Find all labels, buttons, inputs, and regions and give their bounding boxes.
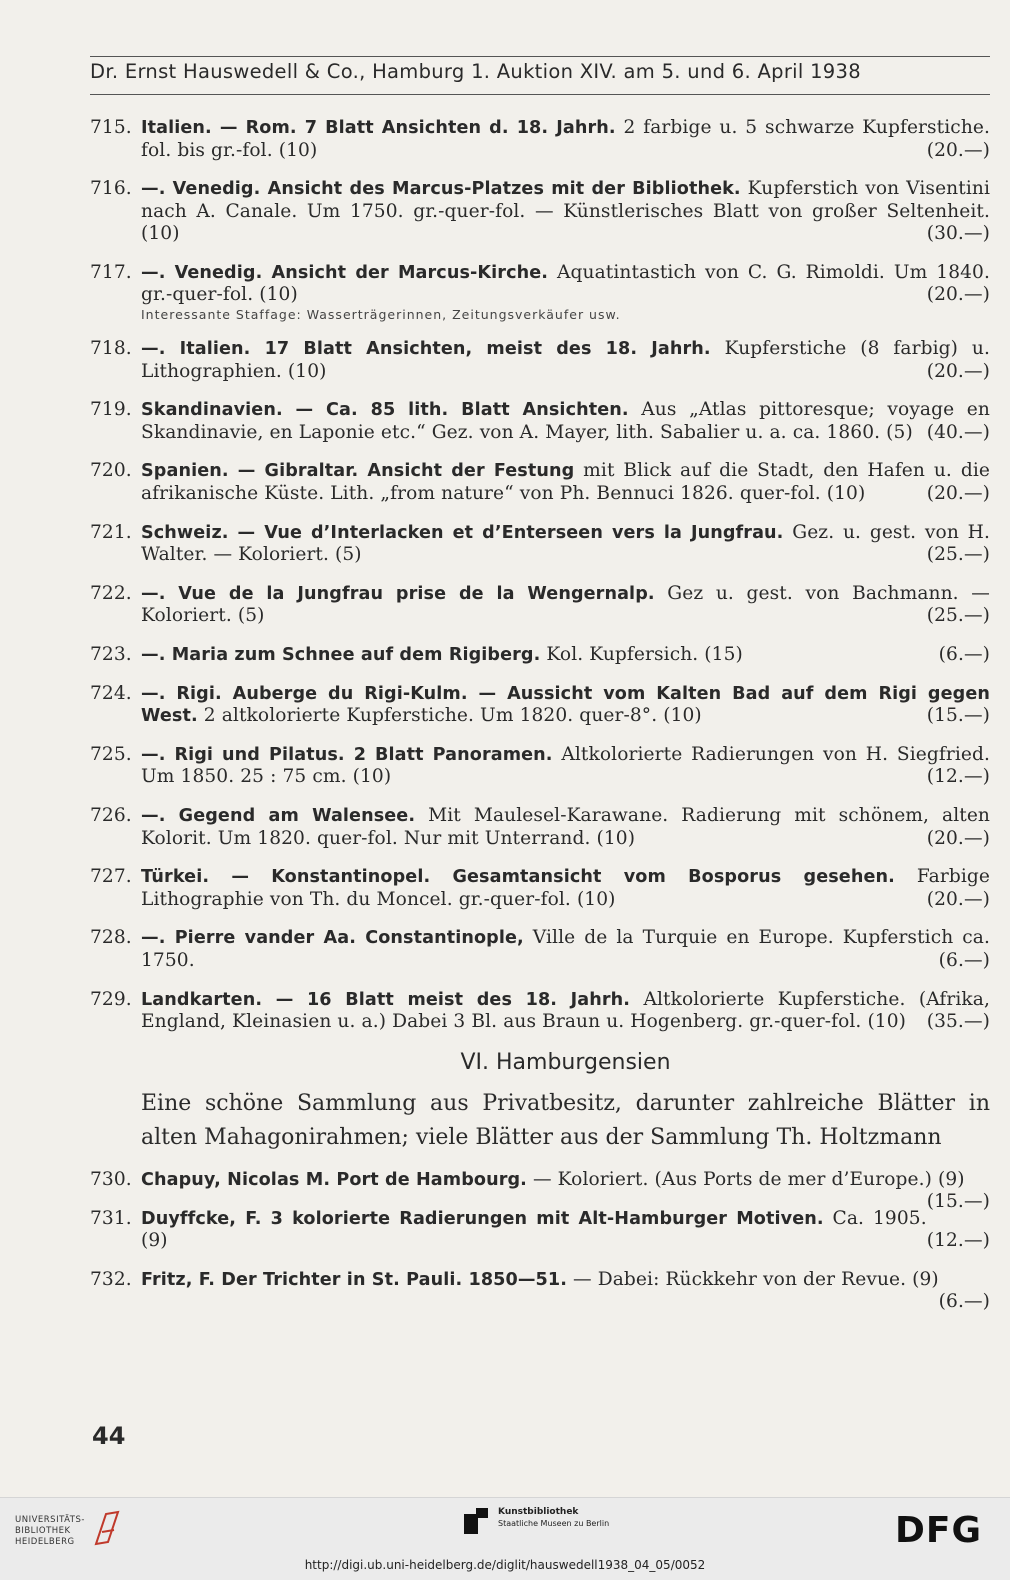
catalog-entry [90,262,990,322]
catalog-entry [90,178,990,246]
catalog-entry [90,1168,990,1213]
entry-description: Kupferstich von Visentini nach A. Canale. Um 1750. gr.-quer-fol. — Künstlerisches Blatt von großer Seltenheit. (10) [141,178,990,245]
entry-number: 727. [90,866,132,888]
entry-price: (20.—) [926,139,990,161]
entry-number: 715. [90,117,132,138]
entry-price: (15.—) [926,1191,990,1213]
catalog-entries [90,117,990,1314]
entry-number: 719. [90,399,132,421]
entry-heading: Duyffcke, F. 3 kolorierte Radierungen mit Alt-Hamburger Motiven. [141,1208,824,1229]
entry-price: (40.—) [926,421,990,443]
entry-heading: —. Italien. 17 Blatt Ansichten, meist des 18. Jahrh. [141,339,711,360]
entry-heading: Spanien. — Gibraltar. Ansicht der Festung [141,461,575,482]
entry-price: (6.—) [938,949,990,971]
kb-subtitle: Staatliche Museen zu Berlin [498,1519,610,1528]
entry-price: (6.—) [938,644,990,665]
entry-description: Kol. Kupfersich. (15) [540,644,743,665]
catalog-entry [90,460,990,505]
running-header [90,60,990,83]
uni-line-3: HEIDELBERG [15,1537,75,1547]
entry-heading: Chapuy, Nicolas M. Port de Hambourg. [141,1169,527,1190]
entry-price: (12.—) [926,1230,990,1251]
catalog-entry [90,338,990,383]
entry-heading: —. Venedig. Ansicht des Marcus-Platzes mit der Bibliothek. [141,179,741,200]
uni-line-1: UNIVERSITÄTS- [15,1515,85,1525]
entry-number: 718. [90,338,132,360]
entry-heading: —. Gegend am Walensee. [141,806,416,827]
entry-heading: Fritz, F. Der Trichter in St. Pauli. 1850—51. [141,1269,568,1290]
entry-number: 721. [90,521,132,543]
entry-number: 724. [90,682,132,704]
section-title: VI. Hamburgensien [460,1049,671,1075]
entry-price: (30.—) [926,223,990,245]
catalog-entry [90,117,990,162]
entry-number: 720. [90,460,132,482]
catalog-entry [90,583,990,628]
catalog-entry [90,522,990,567]
entry-number: 730. [90,1168,132,1190]
entry-heading: —. Venedig. Ansicht der Marcus-Kirche. [141,262,549,283]
entry-description: — Dabei: Rückkehr von der Revue. (9) [567,1268,939,1290]
entry-description: Gez u. gest. von Bachmann. — Koloriert. (5) [141,582,990,627]
entry-price: (25.—) [926,544,990,566]
entry-heading: Landkarten. — 16 Blatt meist des 18. Jahrh. [141,989,631,1010]
entry-number: 716. [90,178,132,200]
entry-description: — Koloriert. (Aus Ports de mer d’Europe.) (9) [526,1168,965,1190]
catalog-entry [90,1268,990,1313]
entry-description: Aquatintastich von C. G. Rimoldi. Um 1840. gr.-quer-fol. (10) [141,261,990,306]
entry-heading: —. Pierre vander Aa. Constantinople, [141,928,524,949]
university-library-label [15,1515,85,1548]
entry-description: 2 farbige u. 5 schwarze Kupferstiche. fol. bis gr.-fol. (10) [141,117,991,161]
entry-description: Kupferstiche (8 farbig) u. Lithographien. (10) [141,338,990,382]
entry-heading: Italien. — Rom. 7 Blatt Ansichten d. 18. Jahrh. [141,118,616,138]
entry-price: (20.—) [926,888,990,910]
entry-number: 725. [90,743,132,765]
university-logo-icon [92,1508,122,1552]
entry-number: 728. [90,927,132,949]
entry-description: Mit Maulesel-Karawane. Radierung mit schönem, alten Kolorit. Um 1820. quer-fol. Nur mit Unterrand. (10) [141,805,990,849]
page-number: 44 [92,1422,126,1450]
section-intro: Eine schöne Sammlung aus Privatbesitz, darunter zahlreiche Blätter in alten Mahagonirahmen; viele Blätter aus der Sammlung Th. Holtzmann [141,1090,990,1150]
entry-description: Gez. u. gest. von H. Walter. — Koloriert. (5) [141,521,990,566]
entry-number: 726. [90,805,132,827]
entry-heading: Skandinavien. — Ca. 85 lith. Blatt Ansichten. [141,400,629,421]
entry-description: Ca. 1905. (9) [141,1207,927,1251]
entry-number: 722. [90,582,132,604]
header-rule-bottom [90,94,990,95]
dfg-logo: DFG [895,1510,983,1551]
entry-heading: —. Maria zum Schnee auf dem Rigiberg. [141,645,541,665]
catalog-entry [90,1208,990,1253]
entry-number: 717. [90,261,132,283]
kb-title: Kunstbibliothek [498,1507,579,1517]
entry-price: (15.—) [926,705,990,727]
entry-price: (20.—) [926,284,990,306]
entry-heading: —. Rigi und Pilatus. 2 Blatt Panoramen. [141,744,553,765]
entry-price: (20.—) [926,827,990,849]
entry-price: (12.—) [926,766,990,788]
entry-heading: Schweiz. — Vue d’Interlacken et d’Enterseen vers la Jungfrau. [141,522,784,543]
entry-description: Ville de la Turquie en Europe. Kupferstich ca. 1750. [141,927,990,971]
uni-line-2: BIBLIOTHEK [15,1526,71,1536]
entry-number: 731. [90,1207,132,1229]
header-rule-top [90,56,990,57]
catalog-entry [90,644,990,667]
entry-price: (20.—) [926,360,990,382]
catalog-entry [90,989,990,1034]
catalog-entry [90,927,990,972]
entry-number: 732. [90,1268,132,1290]
entry-price: (6.—) [938,1291,990,1313]
catalog-entry [90,399,990,444]
entry-description: 2 altkolorierte Kupferstiche. Um 1820. quer-8°. (10) [197,705,702,727]
entry-price: (35.—) [926,1011,990,1033]
kunstbibliothek-logo [460,1506,609,1536]
entry-description: Aus „Atlas pittoresque; voyage en Skandinavie, en Laponie etc.“ Gez. von A. Mayer, lith. Sabalier u. a. ca. 1860. (5) [141,399,990,443]
entry-note: Interessante Staffage: Wasserträgerinnen, Zeitungsverkäufer usw. [141,306,621,322]
source-url[interactable]: http://digi.ub.uni-heidelberg.de/diglit/hauswedell1938_04_05/0052 [304,1558,706,1572]
kunstbibliothek-icon [460,1506,492,1536]
entry-number: 723. [90,644,132,665]
footer-bar [0,1497,1010,1580]
entry-description: Altkolorierte Radierungen von H. Siegfried. Um 1850. 25 : 75 cm. (10) [141,743,990,788]
entry-price: (25.—) [926,605,990,627]
running-header-text: Dr. Ernst Hauswedell & Co., Hamburg 1. Auktion XIV. am 5. und 6. April 1938 [90,60,861,83]
entry-heading: —. Rigi. Auberge du Rigi-Kulm. — Aussicht vom Kalten Bad auf dem Rigi gegen West. [141,683,990,727]
entry-description: Farbige Lithographie von Th. du Moncel. gr.-quer-fol. (10) [141,866,990,910]
entry-number: 729. [90,988,132,1010]
catalog-entry [90,683,990,728]
catalog-entry [90,744,990,789]
entry-heading: Türkei. — Konstantinopel. Gesamtansicht vom Bosporus gesehen. [141,867,895,888]
entry-heading: —. Vue de la Jungfrau prise de la Wengernalp. [141,583,655,604]
entry-description: mit Blick auf die Stadt, den Hafen u. die afrikanische Küste. Lith. „from nature“ von Ph. Bennuci 1826. quer-fol. (10) [141,460,990,504]
entry-description: Altkolorierte Kupferstiche. (Afrika, England, Kleinasien u. a.) Dabei 3 Bl. aus Braun u. Hogenberg. gr.-quer-fol. (10) [141,988,990,1033]
catalog-entry [90,805,990,850]
entry-price: (20.—) [926,482,990,504]
catalog-entry [90,866,990,911]
